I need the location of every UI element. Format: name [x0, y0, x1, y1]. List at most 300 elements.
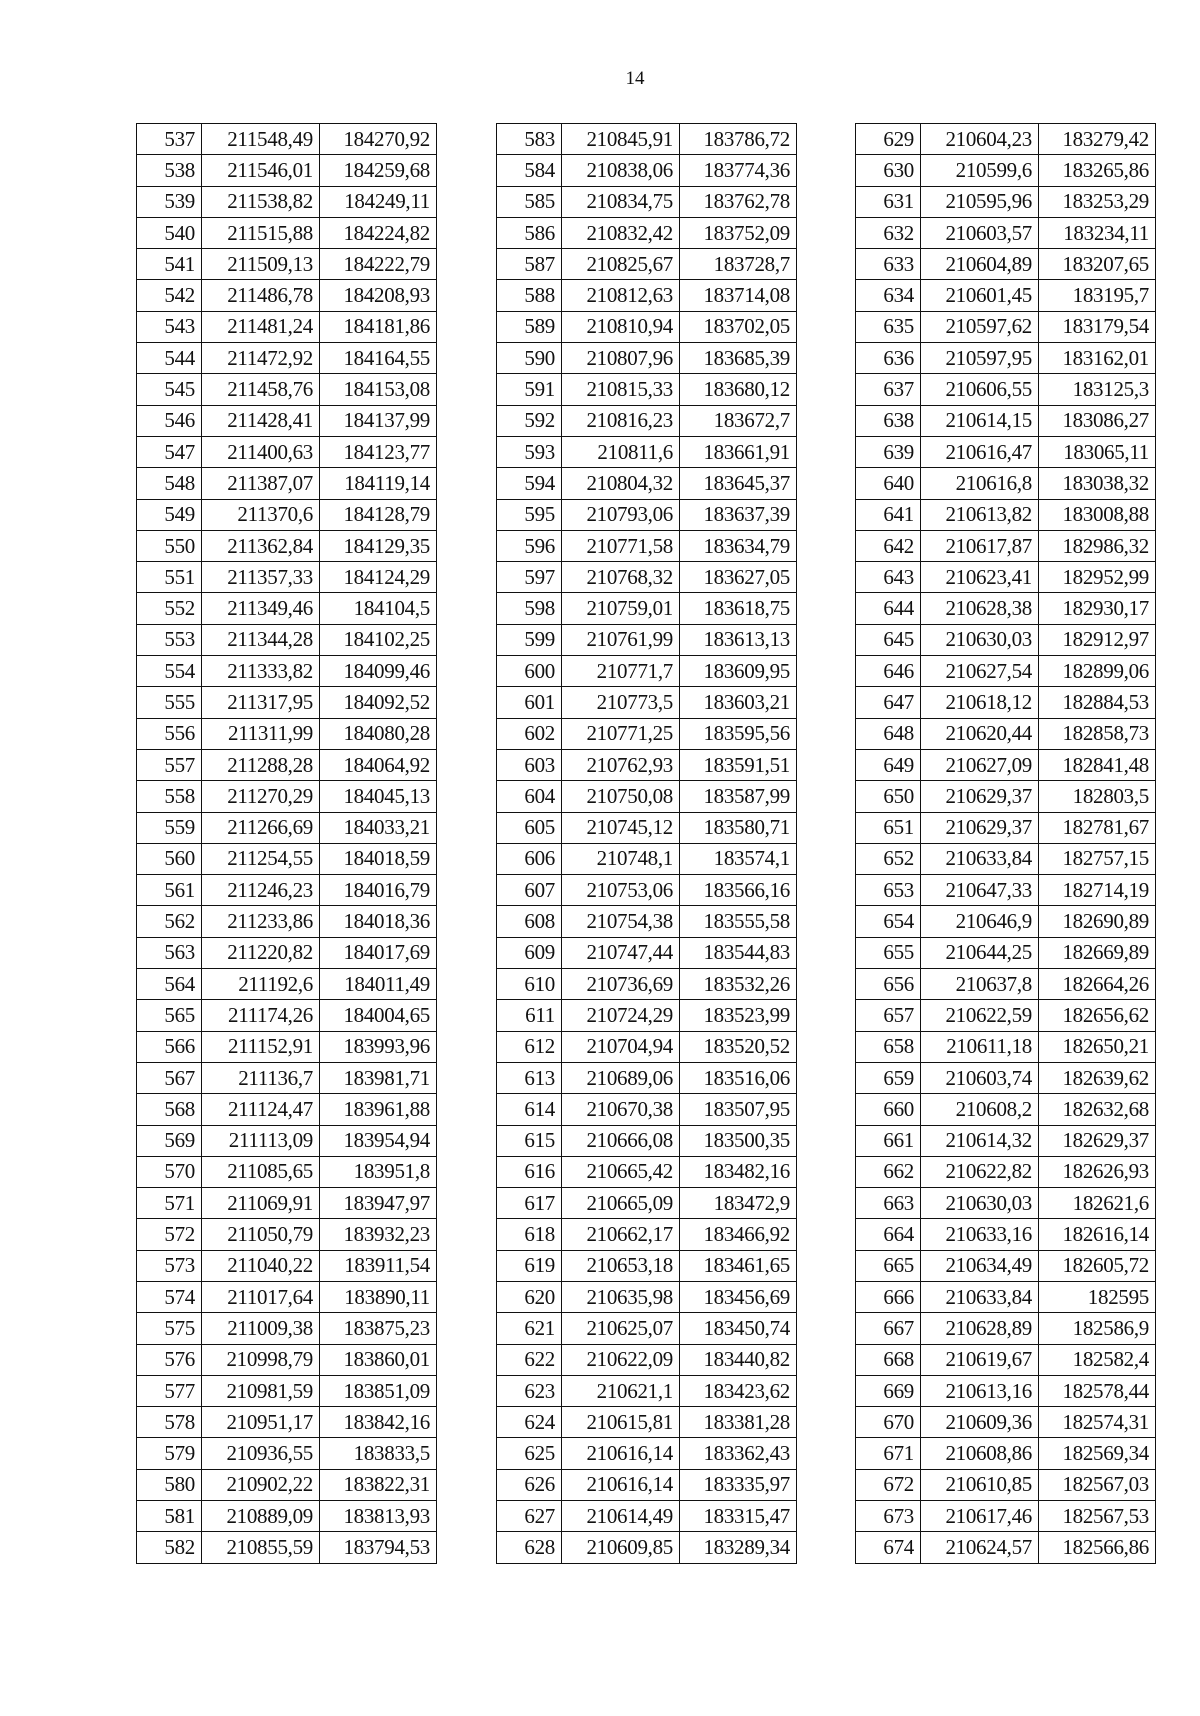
x-coordinate-cell: 211357,33: [202, 562, 320, 593]
y-coordinate-cell: 183065,11: [1039, 436, 1156, 467]
y-coordinate-cell: 182566,86: [1039, 1532, 1156, 1563]
table-row: [137, 1125, 437, 1156]
point-number-cell: 639: [856, 436, 921, 467]
table-row: [856, 1000, 1156, 1031]
table-row: [137, 749, 437, 780]
table-row: [856, 1407, 1156, 1438]
table-row: [497, 1219, 797, 1250]
x-coordinate-cell: 211254,55: [202, 843, 320, 874]
point-number-cell: 674: [856, 1532, 921, 1563]
point-number-cell: 565: [137, 1000, 202, 1031]
y-coordinate-cell: 182841,48: [1039, 749, 1156, 780]
y-coordinate-cell: 183440,82: [680, 1344, 797, 1375]
x-coordinate-cell: 210748,1: [562, 843, 680, 874]
table-row: [856, 1313, 1156, 1344]
y-coordinate-cell: 182803,5: [1039, 781, 1156, 812]
point-number-cell: 670: [856, 1407, 921, 1438]
y-coordinate-cell: 183253,29: [1039, 186, 1156, 217]
table-row: [497, 343, 797, 374]
table-row: [137, 1313, 437, 1344]
point-number-cell: 539: [137, 186, 202, 217]
y-coordinate-cell: 182626,93: [1039, 1156, 1156, 1187]
table-row: [137, 1469, 437, 1500]
point-number-cell: 586: [497, 217, 562, 248]
y-coordinate-cell: 182912,97: [1039, 624, 1156, 655]
y-coordinate-cell: 182899,06: [1039, 656, 1156, 687]
point-number-cell: 585: [497, 186, 562, 217]
point-number-cell: 638: [856, 405, 921, 436]
table-row: [497, 217, 797, 248]
point-number-cell: 544: [137, 343, 202, 374]
point-number-cell: 658: [856, 1031, 921, 1062]
table-row: [856, 1344, 1156, 1375]
point-number-cell: 671: [856, 1438, 921, 1469]
point-number-cell: 656: [856, 969, 921, 1000]
table-row: [497, 155, 797, 186]
y-coordinate-cell: 183125,3: [1039, 374, 1156, 405]
point-number-cell: 637: [856, 374, 921, 405]
x-coordinate-cell: 211152,91: [202, 1031, 320, 1062]
y-coordinate-cell: 183234,11: [1039, 217, 1156, 248]
point-number-cell: 591: [497, 374, 562, 405]
point-number-cell: 588: [497, 280, 562, 311]
table-row: [497, 1344, 797, 1375]
x-coordinate-cell: 210616,47: [921, 436, 1039, 467]
x-coordinate-cell: 210838,06: [562, 155, 680, 186]
x-coordinate-cell: 211009,38: [202, 1313, 320, 1344]
y-coordinate-cell: 183634,79: [680, 530, 797, 561]
y-coordinate-cell: 184099,46: [320, 656, 437, 687]
x-coordinate-cell: 210613,16: [921, 1375, 1039, 1406]
table-row: [497, 1469, 797, 1500]
y-coordinate-cell: 182952,99: [1039, 562, 1156, 593]
x-coordinate-cell: 210761,99: [562, 624, 680, 655]
point-number-cell: 587: [497, 249, 562, 280]
point-number-cell: 673: [856, 1501, 921, 1532]
x-coordinate-cell: 211548,49: [202, 124, 320, 155]
x-coordinate-cell: 211136,7: [202, 1062, 320, 1093]
table-row: [137, 781, 437, 812]
y-coordinate-cell: 184017,69: [320, 937, 437, 968]
point-number-cell: 612: [497, 1031, 562, 1062]
table-row: [137, 311, 437, 342]
y-coordinate-cell: 184033,21: [320, 812, 437, 843]
y-coordinate-cell: 184208,93: [320, 280, 437, 311]
table-row: [497, 468, 797, 499]
table-row: [497, 1407, 797, 1438]
x-coordinate-cell: 210804,32: [562, 468, 680, 499]
x-coordinate-cell: 211288,28: [202, 749, 320, 780]
table-row: [856, 562, 1156, 593]
y-coordinate-cell: 183627,05: [680, 562, 797, 593]
point-number-cell: 616: [497, 1156, 562, 1187]
y-coordinate-cell: 182595: [1039, 1281, 1156, 1312]
y-coordinate-cell: 183774,36: [680, 155, 797, 186]
table-row: [856, 1375, 1156, 1406]
point-number-cell: 624: [497, 1407, 562, 1438]
table-row: [497, 499, 797, 530]
x-coordinate-cell: 210759,01: [562, 593, 680, 624]
table-row: [856, 687, 1156, 718]
y-coordinate-cell: 182986,32: [1039, 530, 1156, 561]
y-coordinate-cell: 183714,08: [680, 280, 797, 311]
table-row: [137, 343, 437, 374]
point-number-cell: 571: [137, 1188, 202, 1219]
point-number-cell: 595: [497, 499, 562, 530]
point-number-cell: 613: [497, 1062, 562, 1093]
point-number-cell: 650: [856, 781, 921, 812]
y-coordinate-cell: 183672,7: [680, 405, 797, 436]
x-coordinate-cell: 210637,8: [921, 969, 1039, 1000]
y-coordinate-cell: 183523,99: [680, 1000, 797, 1031]
point-number-cell: 583: [497, 124, 562, 155]
x-coordinate-cell: 211040,22: [202, 1250, 320, 1281]
point-number-cell: 540: [137, 217, 202, 248]
table-row: [137, 937, 437, 968]
y-coordinate-cell: 183609,95: [680, 656, 797, 687]
y-coordinate-cell: 184102,25: [320, 624, 437, 655]
y-coordinate-cell: 182569,34: [1039, 1438, 1156, 1469]
point-number-cell: 600: [497, 656, 562, 687]
y-coordinate-cell: 183520,52: [680, 1031, 797, 1062]
y-coordinate-cell: 183516,06: [680, 1062, 797, 1093]
point-number-cell: 644: [856, 593, 921, 624]
x-coordinate-cell: 210629,37: [921, 781, 1039, 812]
table-row: [856, 1188, 1156, 1219]
x-coordinate-cell: 210627,54: [921, 656, 1039, 687]
x-coordinate-cell: 211546,01: [202, 155, 320, 186]
x-coordinate-cell: 210622,59: [921, 1000, 1039, 1031]
y-coordinate-cell: 183890,11: [320, 1281, 437, 1312]
point-number-cell: 579: [137, 1438, 202, 1469]
table-row: [856, 1250, 1156, 1281]
x-coordinate-cell: 210634,49: [921, 1250, 1039, 1281]
x-coordinate-cell: 211124,47: [202, 1094, 320, 1125]
point-number-cell: 636: [856, 343, 921, 374]
table-row: [856, 937, 1156, 968]
y-coordinate-cell: 183932,23: [320, 1219, 437, 1250]
x-coordinate-cell: 211428,41: [202, 405, 320, 436]
x-coordinate-cell: 210624,57: [921, 1532, 1039, 1563]
y-coordinate-cell: 183038,32: [1039, 468, 1156, 499]
point-number-cell: 642: [856, 530, 921, 561]
y-coordinate-cell: 184004,65: [320, 1000, 437, 1031]
table-row: [497, 906, 797, 937]
point-number-cell: 667: [856, 1313, 921, 1344]
y-coordinate-cell: 183580,71: [680, 812, 797, 843]
x-coordinate-cell: 210629,37: [921, 812, 1039, 843]
point-number-cell: 566: [137, 1031, 202, 1062]
x-coordinate-cell: 210627,09: [921, 749, 1039, 780]
x-coordinate-cell: 211270,29: [202, 781, 320, 812]
y-coordinate-cell: 183595,56: [680, 718, 797, 749]
y-coordinate-cell: 183482,16: [680, 1156, 797, 1187]
y-coordinate-cell: 183961,88: [320, 1094, 437, 1125]
y-coordinate-cell: 184153,08: [320, 374, 437, 405]
y-coordinate-cell: 182884,53: [1039, 687, 1156, 718]
table-row: [137, 1375, 437, 1406]
x-coordinate-cell: 211472,92: [202, 343, 320, 374]
table-row: [137, 718, 437, 749]
point-number-cell: 546: [137, 405, 202, 436]
point-number-cell: 659: [856, 1062, 921, 1093]
table-row: [856, 280, 1156, 311]
table-row: [497, 875, 797, 906]
point-number-cell: 611: [497, 1000, 562, 1031]
x-coordinate-cell: 210625,07: [562, 1313, 680, 1344]
table-row: [856, 875, 1156, 906]
x-coordinate-cell: 210617,46: [921, 1501, 1039, 1532]
point-number-cell: 559: [137, 812, 202, 843]
x-coordinate-cell: 211509,13: [202, 249, 320, 280]
table-row: [497, 718, 797, 749]
y-coordinate-cell: 183762,78: [680, 186, 797, 217]
x-coordinate-cell: 210597,95: [921, 343, 1039, 374]
y-coordinate-cell: 183265,86: [1039, 155, 1156, 186]
y-coordinate-cell: 183981,71: [320, 1062, 437, 1093]
point-number-cell: 578: [137, 1407, 202, 1438]
point-number-cell: 569: [137, 1125, 202, 1156]
x-coordinate-cell: 210609,85: [562, 1532, 680, 1563]
y-coordinate-cell: 184181,86: [320, 311, 437, 342]
x-coordinate-cell: 210628,38: [921, 593, 1039, 624]
x-coordinate-cell: 211050,79: [202, 1219, 320, 1250]
table-row: [856, 656, 1156, 687]
table-row: [856, 530, 1156, 561]
point-number-cell: 553: [137, 624, 202, 655]
y-coordinate-cell: 182605,72: [1039, 1250, 1156, 1281]
point-number-cell: 609: [497, 937, 562, 968]
point-number-cell: 542: [137, 280, 202, 311]
y-coordinate-cell: 183786,72: [680, 124, 797, 155]
x-coordinate-cell: 210603,57: [921, 217, 1039, 248]
point-number-cell: 669: [856, 1375, 921, 1406]
y-coordinate-cell: 183335,97: [680, 1469, 797, 1500]
x-coordinate-cell: 210611,18: [921, 1031, 1039, 1062]
x-coordinate-cell: 210811,6: [562, 436, 680, 467]
y-coordinate-cell: 183179,54: [1039, 311, 1156, 342]
x-coordinate-cell: 211458,76: [202, 374, 320, 405]
point-number-cell: 649: [856, 749, 921, 780]
page-number: 14: [625, 68, 645, 89]
point-number-cell: 567: [137, 1062, 202, 1093]
table-row: [497, 530, 797, 561]
point-number-cell: 622: [497, 1344, 562, 1375]
point-number-cell: 645: [856, 624, 921, 655]
coordinates-table-1: [136, 123, 437, 1564]
y-coordinate-cell: 183951,8: [320, 1156, 437, 1187]
point-number-cell: 556: [137, 718, 202, 749]
x-coordinate-cell: 211538,82: [202, 186, 320, 217]
x-coordinate-cell: 211317,95: [202, 687, 320, 718]
x-coordinate-cell: 210616,14: [562, 1438, 680, 1469]
table-row: [856, 1125, 1156, 1156]
y-coordinate-cell: 183822,31: [320, 1469, 437, 1500]
table-row: [497, 124, 797, 155]
x-coordinate-cell: 211220,82: [202, 937, 320, 968]
point-number-cell: 545: [137, 374, 202, 405]
x-coordinate-cell: 211017,64: [202, 1281, 320, 1312]
y-coordinate-cell: 184045,13: [320, 781, 437, 812]
x-coordinate-cell: 210816,23: [562, 405, 680, 436]
y-coordinate-cell: 183362,43: [680, 1438, 797, 1469]
y-coordinate-cell: 183008,88: [1039, 499, 1156, 530]
point-number-cell: 582: [137, 1532, 202, 1563]
table-row: [856, 1156, 1156, 1187]
x-coordinate-cell: 211333,82: [202, 656, 320, 687]
x-coordinate-cell: 211515,88: [202, 217, 320, 248]
point-number-cell: 608: [497, 906, 562, 937]
point-number-cell: 628: [497, 1532, 562, 1563]
y-coordinate-cell: 183851,09: [320, 1375, 437, 1406]
x-coordinate-cell: 210855,59: [202, 1532, 320, 1563]
point-number-cell: 581: [137, 1501, 202, 1532]
table-row: [137, 875, 437, 906]
point-number-cell: 599: [497, 624, 562, 655]
point-number-cell: 538: [137, 155, 202, 186]
y-coordinate-cell: 183685,39: [680, 343, 797, 374]
table-row: [137, 1031, 437, 1062]
table-row: [497, 969, 797, 1000]
table-row: [497, 1125, 797, 1156]
point-number-cell: 557: [137, 749, 202, 780]
point-number-cell: 626: [497, 1469, 562, 1500]
y-coordinate-cell: 183587,99: [680, 781, 797, 812]
y-coordinate-cell: 184092,52: [320, 687, 437, 718]
point-number-cell: 602: [497, 718, 562, 749]
y-coordinate-cell: 183860,01: [320, 1344, 437, 1375]
point-number-cell: 598: [497, 593, 562, 624]
point-number-cell: 603: [497, 749, 562, 780]
x-coordinate-cell: 210889,09: [202, 1501, 320, 1532]
point-number-cell: 548: [137, 468, 202, 499]
point-number-cell: 621: [497, 1313, 562, 1344]
table-row: [856, 624, 1156, 655]
point-number-cell: 601: [497, 687, 562, 718]
point-number-cell: 631: [856, 186, 921, 217]
table-row: [497, 749, 797, 780]
point-number-cell: 596: [497, 530, 562, 561]
table-row: [137, 906, 437, 937]
point-number-cell: 604: [497, 781, 562, 812]
x-coordinate-cell: 210981,59: [202, 1375, 320, 1406]
point-number-cell: 654: [856, 906, 921, 937]
y-coordinate-cell: 183752,09: [680, 217, 797, 248]
table-row: [137, 217, 437, 248]
y-coordinate-cell: 184123,77: [320, 436, 437, 467]
x-coordinate-cell: 211387,07: [202, 468, 320, 499]
x-coordinate-cell: 211486,78: [202, 280, 320, 311]
point-number-cell: 563: [137, 937, 202, 968]
point-number-cell: 666: [856, 1281, 921, 1312]
x-coordinate-cell: 210614,49: [562, 1501, 680, 1532]
table-row: [856, 405, 1156, 436]
table-row: [497, 656, 797, 687]
x-coordinate-cell: 211085,65: [202, 1156, 320, 1187]
point-number-cell: 668: [856, 1344, 921, 1375]
x-coordinate-cell: 211266,69: [202, 812, 320, 843]
x-coordinate-cell: 210606,55: [921, 374, 1039, 405]
point-number-cell: 550: [137, 530, 202, 561]
table-row: [137, 1094, 437, 1125]
x-coordinate-cell: 210616,14: [562, 1469, 680, 1500]
y-coordinate-cell: 182650,21: [1039, 1031, 1156, 1062]
x-coordinate-cell: 211311,99: [202, 718, 320, 749]
coordinates-table-2: [496, 123, 797, 1564]
y-coordinate-cell: 182574,31: [1039, 1407, 1156, 1438]
x-coordinate-cell: 211192,6: [202, 969, 320, 1000]
table-row: [137, 969, 437, 1000]
x-coordinate-cell: 210736,69: [562, 969, 680, 1000]
point-number-cell: 573: [137, 1250, 202, 1281]
x-coordinate-cell: 210768,32: [562, 562, 680, 593]
table-row: [137, 186, 437, 217]
x-coordinate-cell: 210599,6: [921, 155, 1039, 186]
point-number-cell: 593: [497, 436, 562, 467]
point-number-cell: 554: [137, 656, 202, 687]
point-number-cell: 646: [856, 656, 921, 687]
table-row: [497, 1281, 797, 1312]
point-number-cell: 605: [497, 812, 562, 843]
y-coordinate-cell: 184164,55: [320, 343, 437, 374]
y-coordinate-cell: 183603,21: [680, 687, 797, 718]
point-number-cell: 643: [856, 562, 921, 593]
y-coordinate-cell: 184224,82: [320, 217, 437, 248]
x-coordinate-cell: 210771,58: [562, 530, 680, 561]
table-row: [856, 781, 1156, 812]
x-coordinate-cell: 210753,06: [562, 875, 680, 906]
coordinates-table-3: [855, 123, 1156, 1564]
table-row: [137, 1188, 437, 1219]
table-row: [856, 343, 1156, 374]
table-row: [137, 1532, 437, 1563]
point-number-cell: 655: [856, 937, 921, 968]
y-coordinate-cell: 183500,35: [680, 1125, 797, 1156]
x-coordinate-cell: 210604,89: [921, 249, 1039, 280]
x-coordinate-cell: 210810,94: [562, 311, 680, 342]
y-coordinate-cell: 183423,62: [680, 1375, 797, 1406]
x-coordinate-cell: 210609,36: [921, 1407, 1039, 1438]
table-row: [856, 217, 1156, 248]
table-row: [497, 1031, 797, 1062]
table-row: [137, 530, 437, 561]
y-coordinate-cell: 183472,9: [680, 1188, 797, 1219]
table-row: [137, 1000, 437, 1031]
point-number-cell: 549: [137, 499, 202, 530]
x-coordinate-cell: 210623,41: [921, 562, 1039, 593]
table-row: [497, 1094, 797, 1125]
y-coordinate-cell: 183645,37: [680, 468, 797, 499]
table-row: [497, 1375, 797, 1406]
y-coordinate-cell: 183381,28: [680, 1407, 797, 1438]
table-row: [856, 1501, 1156, 1532]
table-row: [137, 1407, 437, 1438]
table-row: [497, 405, 797, 436]
y-coordinate-cell: 184124,29: [320, 562, 437, 593]
x-coordinate-cell: 210595,96: [921, 186, 1039, 217]
point-number-cell: 541: [137, 249, 202, 280]
x-coordinate-cell: 211246,23: [202, 875, 320, 906]
table-row: [137, 1501, 437, 1532]
point-number-cell: 641: [856, 499, 921, 530]
y-coordinate-cell: 182632,68: [1039, 1094, 1156, 1125]
y-coordinate-cell: 182578,44: [1039, 1375, 1156, 1406]
y-coordinate-cell: 182858,73: [1039, 718, 1156, 749]
table-row: [137, 280, 437, 311]
table-row: [856, 1031, 1156, 1062]
y-coordinate-cell: 183195,7: [1039, 280, 1156, 311]
point-number-cell: 590: [497, 343, 562, 374]
